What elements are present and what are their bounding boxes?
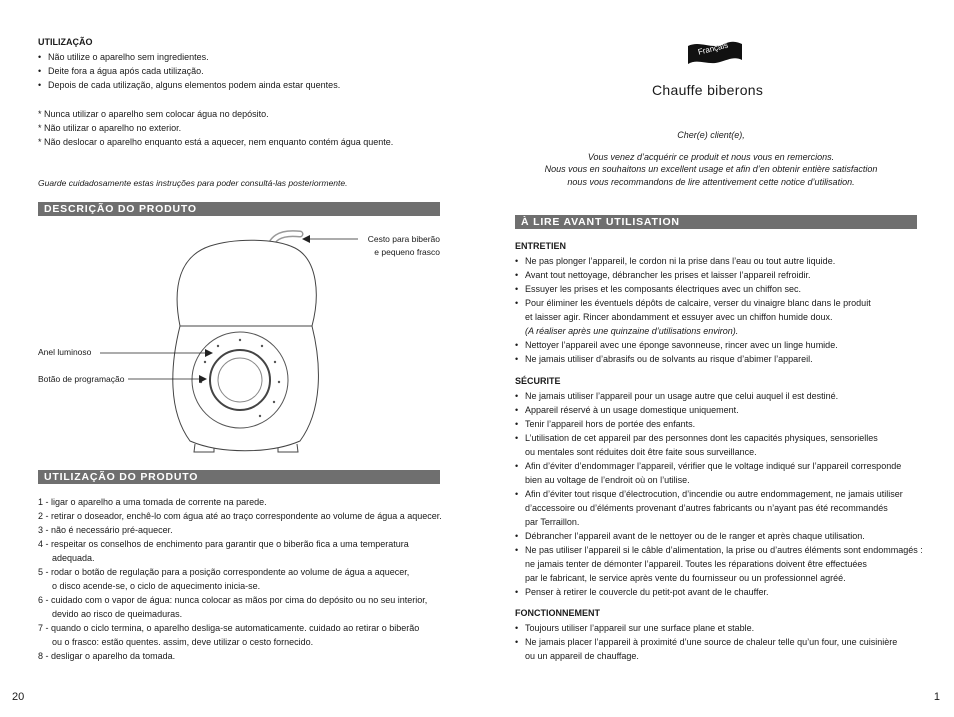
list-item: • Afin d’éviter tout risque d’électrocution, d’incendie ou autre endommagement, ne jamais utiliser d’accessoire ou d’éléments provenant d’autres fabricants ou n’ayant pas été recommandés par Terraillon.	[515, 487, 935, 529]
callout-ring-arrow	[100, 346, 215, 360]
list-item: • Não utilize o aparelho sem ingredientes.	[38, 50, 438, 64]
utilizacao-list	[38, 50, 438, 92]
callout-basket-line1: Cesto para biberão	[367, 234, 440, 244]
step-item: 6 - cuidado com o vapor de água: nunca colocar as mãos por cima do depósito ou no seu interior, devido ao risco de queimaduras.	[38, 595, 428, 619]
warning-line: * Nunca utilizar o aparelho sem colocar água no depósito.	[38, 109, 269, 119]
intro-line: nous vous recommandons de lire attentivement cette notice d’utilisation.	[567, 176, 855, 187]
callout-button: Botão de programação	[38, 374, 125, 384]
list-item: • Depois de cada utilização, alguns elementos podem ainda estar quentes.	[38, 78, 438, 92]
step-item: 8 - desligar o aparelho da tomada.	[38, 651, 176, 661]
list-item: • Ne pas utiliser l’appareil si le câble d’alimentation, la prise ou d’autres éléments sont endommagés : ne jamais tenter de démonter l’appareil. Toutes les réparations doivent être effectuées par le fabricant, le service après vente du fournisseur ou un professionnel agréé.	[515, 543, 935, 585]
securite-heading: SÉCURITE	[515, 376, 561, 386]
product-diagram	[150, 226, 350, 462]
step-item: 2 - retirar o doseador, enchê-lo com água até ao traço correspondente ao volume de água a aquecer.	[38, 511, 442, 521]
list-item: • L’utilisation de cet appareil par des personnes dont les capacités physiques, sensorielles ou mentales sont réduites doit être faite sous surveillance.	[515, 431, 935, 459]
utilizacao-heading: UTILIZAÇÃO	[38, 37, 93, 47]
section-bar-read-before: À LIRE AVANT UTILISATION	[515, 215, 917, 229]
warning-line: * Não utilizar o aparelho no exterior.	[38, 123, 182, 133]
section-bar-description: DESCRIÇÃO DO PRODUTO	[38, 202, 440, 216]
fonctionnement-heading: FONCTIONNEMENT	[515, 608, 600, 618]
list-item: • Ne jamais utiliser d’abrasifs ou de solvants au risque d’abimer l’appareil.	[515, 352, 925, 366]
warning-line: * Não deslocar o aparelho enquanto está a aquecer, nem enquanto contém água quente.	[38, 137, 394, 147]
page-title: Chauffe biberons	[652, 82, 764, 98]
list-item: • Appareil réservé à un usage domestique uniquement.	[515, 403, 935, 417]
securite-list	[515, 389, 935, 599]
list-item: • Deite fora a água após cada utilização.	[38, 64, 438, 78]
page-number-left: 20	[12, 691, 25, 703]
list-item: • Avant tout nettoyage, débrancher les prises et laisser l’appareil refroidir.	[515, 268, 925, 282]
list-item: • Pour éliminer les éventuels dépôts de calcaire, verser du vinaigre blanc dans le produit et laisser agir. Rincer abondamment et essuyer avec un chiffon humide doux. (A réaliser après une quinzaine d’utilisations environ).	[515, 296, 925, 338]
section-bar-use: UTILIZAÇÃO DO PRODUTO	[38, 470, 440, 484]
callout-button-arrow	[128, 372, 208, 386]
step-item: 5 - rodar o botão de regulação para a posição correspondente ao volume de água a aquecer, o disco acende-se, o ciclo de aquecimento inicia-se.	[38, 567, 410, 591]
page-number-right: 1	[933, 691, 940, 703]
entretien-heading: ENTRETIEN	[515, 241, 567, 251]
callout-basket-line2: e pequeno frasco	[374, 247, 440, 257]
entretien-list	[515, 254, 925, 366]
intro-spacer	[505, 142, 917, 151]
list-item: • Tenir l’appareil hors de portée des enfants.	[515, 417, 935, 431]
list-item: • Nettoyer l’appareil avec une éponge savonneuse, rincer avec un linge humide.	[515, 338, 925, 352]
intro-line: Cher(e) client(e),	[677, 130, 745, 140]
list-item: • Essuyer les prises et les composants électriques avec un chiffon sec.	[515, 282, 925, 296]
list-item: • Ne jamais placer l’appareil à proximité d’une source de chaleur telle qu’un four, une cuisinière ou un appareil de chauffage.	[515, 635, 925, 663]
callout-basket-arrow	[300, 232, 360, 246]
intro-line: Nous vous en souhaitons un excellent usage et afin d’en obtenir entière satisfaction	[544, 164, 878, 174]
list-item: • Ne pas plonger l’appareil, le cordon ni la prise dans l’eau ou tout autre liquide.	[515, 254, 925, 268]
intro-line: Vous venez d’acquérir ce produit et nous vous en remercions.	[587, 151, 835, 162]
language-tag: Français	[697, 40, 729, 57]
list-item: • Toujours utiliser l’appareil sur une surface plane et stable.	[515, 621, 925, 635]
callout-ring: Anel luminoso	[38, 347, 92, 357]
fonctionnement-list	[515, 621, 925, 663]
step-item: 4 - respeitar os conselhos de enchimento para garantir que o biberão fica a uma temperatura adequada.	[38, 539, 409, 563]
list-item: • Ne jamais utiliser l’appareil pour un usage autre que celui auquel il est destiné.	[515, 389, 935, 403]
steps-list	[38, 495, 453, 663]
list-item: • Débrancher l’appareil avant de le nettoyer ou de le ranger et après chaque utilisation.	[515, 529, 935, 543]
keep-note: Guarde cuidadosamente estas instruções para poder consultá-las posteriormente.	[38, 178, 348, 188]
list-item: • Penser à retirer le couvercle du petit-pot avant de le chauffer.	[515, 585, 935, 599]
list-item: • Afin d’éviter d’endommager l’appareil, vérifier que le voltage indiqué sur l’appareil corresponde bien au voltage de l’endroit où on l’utilise.	[515, 459, 935, 487]
warnings-block	[38, 107, 448, 149]
step-item: 1 - ligar o aparelho a uma tomada de corrente na parede.	[38, 497, 267, 507]
intro-block	[505, 129, 917, 188]
step-item: 7 - quando o ciclo termina, o aparelho desliga-se automaticamente. cuidado ao retirar o biberão ou o frasco: estão quentes. assim, deve utilizar o cesto fornecido.	[38, 623, 420, 647]
step-item: 3 - não é necessário pré-aquecer.	[38, 525, 173, 535]
